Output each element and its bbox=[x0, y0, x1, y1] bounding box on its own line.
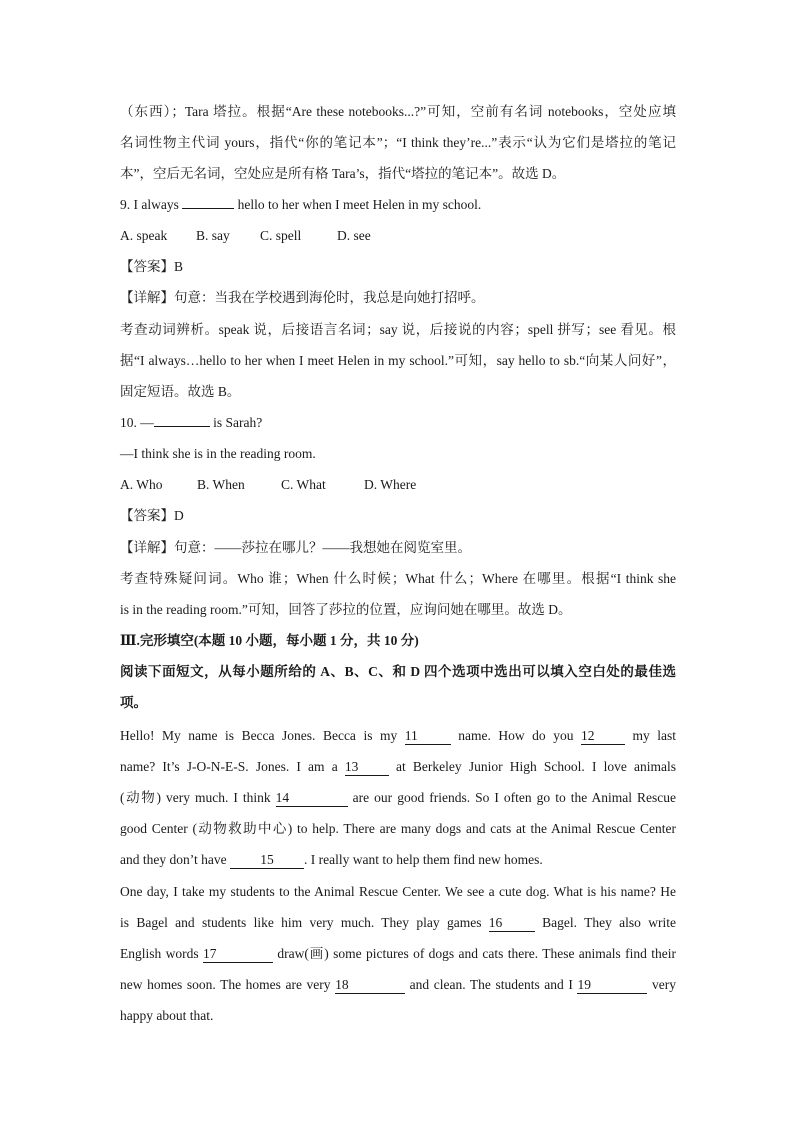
passage-text: and clean. The students and I bbox=[405, 977, 578, 992]
passage-text: and they don’t have bbox=[120, 852, 230, 867]
cloze-blank-11: 11 bbox=[405, 728, 451, 745]
passage-text: (动物) very much. I think bbox=[120, 790, 276, 805]
cloze-blank-12: 12 bbox=[581, 728, 625, 745]
passage-p1-line-3 bbox=[120, 788, 676, 808]
q10-option-c: C. What bbox=[281, 477, 326, 492]
passage-p2-line-4 bbox=[120, 975, 676, 995]
q9-explanation-line-4: 固定短语。故选 B。 bbox=[120, 384, 241, 399]
passage-text: are our good friends. So I often go to the Animal Rescue bbox=[347, 790, 676, 805]
q9-explanation-line-3: 据“I always…hello to her when I meet Helen in my school.”可知，say hello to sb.“向某人问好”， bbox=[120, 353, 676, 368]
q10-option-d: D. Where bbox=[364, 477, 417, 492]
passage-text: English words bbox=[120, 946, 203, 961]
q8-explanation-line-1: （东西）；Tara 塔拉。根据“Are these notebooks...?”可知，空前有名词 notebooks，空处应填 bbox=[120, 104, 676, 119]
passage-text: new homes soon. The homes are very bbox=[120, 977, 336, 992]
passage-text: Bagel. They also write bbox=[534, 915, 676, 930]
cloze-blank-18: 18 bbox=[335, 977, 405, 994]
q9-stem-pre: 9. I always bbox=[120, 197, 179, 212]
q9-option-b: B. say bbox=[196, 228, 230, 243]
passage-p2-line-3 bbox=[120, 944, 676, 964]
q10-explanation-line-3: is in the reading room.”可知，回答了莎拉的位置，应询问她在哪里。故选 D。 bbox=[120, 602, 572, 617]
passage-text: Hello! My name is Becca Jones. Becca is my bbox=[120, 728, 405, 743]
passage-text: name. How do you bbox=[450, 728, 581, 743]
passage-text: is Bagel and students like him very much. They play games bbox=[120, 915, 489, 930]
q9-explanation-line-2: 考查动词辨析。speak 说，后接语言名词；say 说，后接说的内容；spell 拼写；see 看见。根 bbox=[120, 322, 676, 337]
cloze-blank-16: 16 bbox=[489, 915, 535, 932]
passage-text: name? It’s J-O-N-E-S. Jones. I am a bbox=[120, 759, 345, 774]
q10-stem-post: is Sarah? bbox=[209, 415, 263, 430]
passage-text: draw(画) some pictures of dogs and cats there. These animals find their bbox=[272, 946, 676, 961]
q8-explanation-line-2: 名词性物主代词 yours，指代“你的笔记本”；“I think they’re...”表示“认为它们是塔拉的笔记 bbox=[120, 135, 676, 150]
passage-p1-line-2 bbox=[120, 757, 676, 777]
q9-options bbox=[120, 226, 676, 246]
passage-p1-line-4: good Center (动物救助中心) to help. There are many dogs and cats at the Animal Rescue Center bbox=[120, 821, 676, 836]
passage-text: . I really want to help them find new homes. bbox=[303, 852, 543, 867]
q10-stem-pre: 10. — bbox=[120, 415, 154, 430]
cloze-blank-13: 13 bbox=[345, 759, 389, 776]
cloze-blank-15: 15 bbox=[230, 852, 304, 869]
q10-answer: 【答案】D bbox=[120, 508, 184, 523]
q10-explanation-line-2: 考查特殊疑问词。Who 谁；When 什么时候；What 什么；Where 在哪里。根据“I think she bbox=[120, 571, 676, 586]
q9-option-a: A. speak bbox=[120, 228, 168, 243]
q9-stem-post: hello to her when I meet Helen in my school. bbox=[237, 197, 482, 212]
passage-text: very bbox=[647, 977, 676, 992]
passage-text: my last bbox=[624, 728, 677, 743]
q10-stem bbox=[120, 413, 676, 433]
passage-p2-line-2 bbox=[120, 913, 676, 933]
passage-p2-line-5: happy about that. bbox=[120, 1008, 214, 1023]
q9-option-c: C. spell bbox=[260, 228, 302, 243]
q10-options bbox=[120, 475, 676, 495]
q9-blank bbox=[182, 208, 234, 209]
q9-explanation-line-1: 【详解】句意：当我在学校遇到海伦时，我总是向她打招呼。 bbox=[120, 290, 485, 305]
section-3-instructions-line-2: 项。 bbox=[120, 695, 147, 710]
section-3-title: Ⅲ.完形填空(本题 10 小题，每小题 1 分，共 10 分) bbox=[120, 633, 419, 648]
passage-p2-line-1: One day, I take my students to the Animal Rescue Center. We see a cute dog. What is his name? He bbox=[120, 884, 676, 899]
q10-reply: —I think she is in the reading room. bbox=[120, 446, 316, 461]
cloze-blank-14: 14 bbox=[276, 790, 348, 807]
passage-p1-line-1 bbox=[120, 726, 676, 746]
q10-explanation-line-1: 【详解】句意：——莎拉在哪儿？——我想她在阅览室里。 bbox=[120, 540, 471, 555]
passage-text: at Berkeley Junior High School. I love animals bbox=[388, 759, 676, 774]
q8-explanation-line-3: 本”，空后无名词，空处应是所有格 Tara’s，指代“塔拉的笔记本”。故选 D。 bbox=[120, 166, 566, 181]
passage-p1-line-5 bbox=[120, 850, 676, 870]
q10-option-a: A. Who bbox=[120, 477, 163, 492]
q9-option-d: D. see bbox=[337, 228, 371, 243]
section-3-instructions-line-1: 阅读下面短文，从每小题所给的 A、B、C、和 D 四个选项中选出可以填入空白处的最佳选 bbox=[120, 664, 676, 679]
q10-option-b: B. When bbox=[197, 477, 245, 492]
cloze-blank-19: 19 bbox=[577, 977, 647, 994]
cloze-blank-17: 17 bbox=[203, 946, 273, 963]
q10-blank bbox=[154, 426, 210, 427]
q9-answer: 【答案】B bbox=[120, 259, 184, 274]
q9-stem bbox=[120, 195, 676, 215]
